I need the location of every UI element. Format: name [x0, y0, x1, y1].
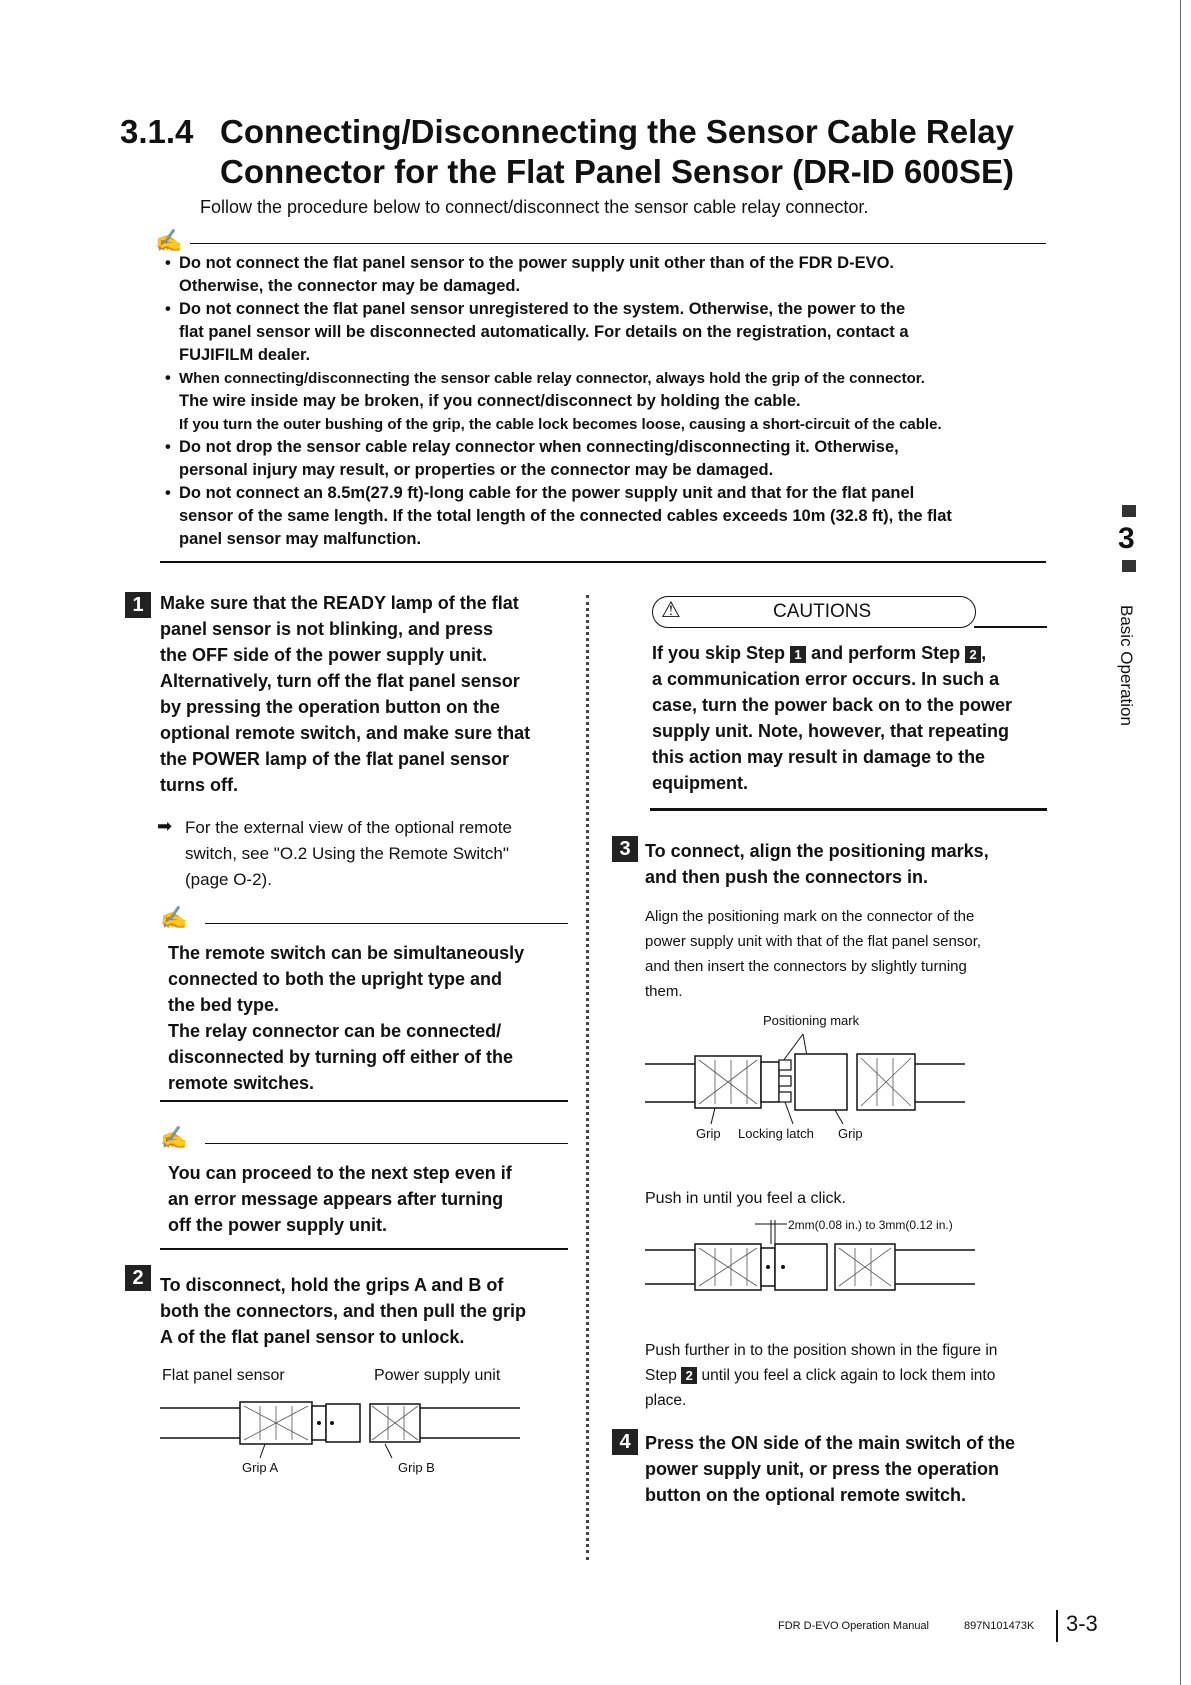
note-item: • Do not connect the flat panel sensor unregistered to the system. Otherwise, the power to the flat panel sensor will be disconnected automatically. For details on the registration, contact a FUJIFILM dealer.	[165, 300, 909, 364]
note-item: • Do not drop the sensor cable relay connector when connecting/disconnecting it. Otherwise, personal injury may result, or properties or the connector may be damaged.	[165, 438, 899, 479]
cautions-text-part: If you skip Step	[652, 643, 786, 663]
align-diagram	[645, 1030, 975, 1130]
note-text: sensor of the same length. If the total length of the connected cables exceeds 10m (32.8 ft), the flat	[179, 507, 952, 525]
step-1-note-1	[168, 940, 568, 1096]
step-1-line: turns off.	[160, 775, 238, 795]
step-3-body-line: power supply unit with that of the flat panel sensor,	[645, 933, 982, 950]
step-3-body-line: them.	[645, 983, 683, 1000]
cautions-line: this action may result in damage to the	[652, 747, 986, 767]
note-text: panel sensor may malfunction.	[179, 530, 422, 548]
chapter-tab-mark	[1122, 505, 1136, 517]
step-2-badge: 2	[125, 1265, 151, 1291]
cautions-text-part: and perform Step	[811, 643, 961, 663]
locking-latch-label: Locking latch	[738, 1126, 814, 1141]
reference-text	[185, 815, 585, 893]
push-further-line: Push further in to the position shown in the figure in	[645, 1342, 998, 1359]
step-4-line: button on the optional remote switch.	[645, 1485, 966, 1505]
grip-right-label: Grip	[838, 1126, 863, 1141]
step-1-text	[160, 590, 580, 798]
intro-text: Follow the procedure below to connect/disconnect the sensor cable relay connector.	[200, 197, 869, 217]
note-icon: ✍	[160, 905, 188, 930]
reference-line: For the external view of the optional remote	[185, 818, 512, 837]
step-1-line: the POWER lamp of the flat panel sensor	[160, 749, 510, 769]
push-further-line: place.	[645, 1392, 687, 1409]
note-item: • When connecting/disconnecting the sensor cable relay connector, always hold the grip of the connector. The wire inside may be broken, if you connect/disconnect by holding the cable. If you turn the outer bushing of the grip, the cable lock becomes loose, causing a short-circuit of the cable.	[165, 369, 942, 433]
power-supply-unit-label: Power supply unit	[374, 1367, 501, 1384]
step-3-body	[645, 904, 1055, 1004]
disconnect-diagram	[160, 1392, 530, 1472]
cautions-line: case, turn the power back on to the power	[652, 695, 1013, 715]
column-divider	[586, 595, 589, 1560]
note-text: flat panel sensor will be disconnected automatically. For details on the registration, contact a	[179, 323, 909, 341]
note-item: • Do not connect an 8.5m(27.9 ft)-long cable for the power supply unit and that for the flat panel sensor of the same length. If the total length of the connected cables exceeds 10m (32.8 ft), the flat panel sensor may malfunction.	[165, 484, 952, 548]
cautions-rule-bottom	[650, 808, 1047, 811]
note-line: an error message appears after turning	[168, 1189, 504, 1209]
step-2-line: A of the flat panel sensor to unlock.	[160, 1327, 465, 1347]
note-text: Do not connect an 8.5m(27.9 ft)-long cable for the power supply unit and that for the flat panel	[179, 484, 915, 502]
note-text: Do not drop the sensor cable relay connector when connecting/disconnecting it. Otherwise,	[179, 438, 899, 456]
push-diagram	[645, 1220, 975, 1300]
note-line: You can proceed to the next step even if	[168, 1163, 512, 1183]
note-text: When connecting/disconnecting the sensor cable relay connector, always hold the grip of the connector.	[179, 370, 925, 387]
note-text: Do not connect the flat panel sensor unregistered to the system. Otherwise, the power to the	[179, 300, 906, 318]
step-4-badge: 4	[612, 1429, 638, 1455]
cautions-line: equipment.	[652, 773, 749, 793]
push-further-text-part: Step	[645, 1367, 677, 1384]
step-4-line: power supply unit, or press the operation	[645, 1459, 1000, 1479]
push-further-text-part: until you feel a click again to lock them into	[701, 1367, 996, 1384]
section-tab-label: Basic Operation	[1117, 605, 1136, 726]
step-1-line: Alternatively, turn off the flat panel sensor	[160, 671, 520, 691]
title-line-2: Connector for the Flat Panel Sensor (DR-ID 600SE)	[220, 153, 1014, 190]
step-3-body-line: Align the positioning mark on the connector of the	[645, 908, 975, 925]
step-3-line: and then push the connectors in.	[645, 867, 929, 887]
note-rule-bottom	[160, 561, 1046, 563]
cautions-line: a communication error occurs. In such a	[652, 669, 1000, 689]
note-rule-top	[205, 1143, 568, 1144]
step-1-line: panel sensor is not blinking, and press	[160, 619, 494, 639]
reference-line: switch, see "O.2 Using the Remote Switch"	[185, 844, 509, 863]
step-2-text	[160, 1272, 580, 1350]
cautions-line: supply unit. Note, however, that repeating	[652, 721, 1010, 741]
footer-doc-code: 897N101473K	[964, 1620, 1035, 1632]
push-further-text	[645, 1338, 1065, 1413]
step-1-note-2	[168, 1160, 568, 1238]
note-icon: ✍	[160, 1125, 188, 1150]
grip-a-label: Grip A	[242, 1460, 279, 1475]
push-further-line	[645, 1363, 1065, 1388]
step-2-line: To disconnect, hold the grips A and B of	[160, 1275, 504, 1295]
note-text: The wire inside may be broken, if you connect/disconnect by holding the cable.	[179, 392, 801, 410]
note-line: the bed type.	[168, 995, 280, 1015]
note-line: disconnected by turning off either of the	[168, 1047, 514, 1067]
reference-arrow-icon: ➡	[157, 816, 173, 836]
section-number: 3.1.4	[120, 113, 194, 150]
note-text: FUJIFILM dealer.	[179, 346, 311, 364]
note-line: remote switches.	[168, 1073, 315, 1093]
step-3-body-line: and then insert the connectors by slightly turning	[645, 958, 967, 975]
warning-triangle-icon: ⚠	[661, 597, 681, 622]
step-3-badge: 3	[612, 836, 638, 862]
note-rule-bottom	[160, 1248, 568, 1250]
cautions-text	[652, 640, 1052, 796]
note-text: Do not connect the flat panel sensor to the power supply unit other than of the FDR D-EVO.	[179, 254, 895, 272]
step-1-line: Make sure that the READY lamp of the flat	[160, 593, 519, 613]
step-3-text	[645, 838, 1055, 890]
step-4-text	[645, 1430, 1065, 1508]
note-text: Otherwise, the connector may be damaged.	[179, 277, 521, 295]
step-1-ref-badge: 1	[790, 646, 806, 663]
push-text: Push in until you feel a click.	[645, 1190, 846, 1207]
page-title	[120, 112, 1014, 192]
note-line: connected to both the upright type and	[168, 969, 502, 989]
note-line: off the power supply unit.	[168, 1215, 387, 1235]
gap-label: 2mm(0.08 in.) to 3mm(0.12 in.)	[788, 1218, 953, 1232]
chapter-tab-mark	[1122, 560, 1136, 572]
step-2-line: both the connectors, and then pull the grip	[160, 1301, 526, 1321]
note-icon: ✍	[155, 228, 183, 253]
cautions-line	[652, 640, 1052, 666]
step-2-ref-badge: 2	[681, 1367, 697, 1384]
page-number: 3-3	[1066, 1611, 1098, 1636]
grip-b-label: Grip B	[398, 1460, 435, 1475]
cautions-text-part: ,	[981, 643, 987, 663]
note-text: personal injury may result, or properties or the connector may be damaged.	[179, 461, 774, 479]
cautions-title: CAUTIONS	[773, 601, 872, 622]
step-1-line: by pressing the operation button on the	[160, 697, 500, 717]
note-rule-top	[205, 923, 568, 924]
footer-divider	[1056, 1610, 1058, 1642]
reference-line: (page O-2).	[185, 870, 272, 889]
flat-panel-sensor-label: Flat panel sensor	[162, 1367, 285, 1384]
note-rule-bottom	[160, 1100, 568, 1102]
title-line-1: Connecting/Disconnecting the Sensor Cable Relay	[220, 113, 1014, 150]
step-1-line: optional remote switch, and make sure that	[160, 723, 531, 743]
cautions-rule	[974, 626, 1047, 628]
cautions-header	[652, 596, 976, 628]
footer-manual-name: FDR D-EVO Operation Manual	[778, 1620, 929, 1632]
positioning-mark-label: Positioning mark	[763, 1013, 860, 1028]
grip-left-label: Grip	[696, 1126, 721, 1141]
note-line: The relay connector can be connected/	[168, 1021, 502, 1041]
step-4-line: Press the ON side of the main switch of the	[645, 1433, 1016, 1453]
note-list	[165, 252, 1045, 551]
page-edge-line	[1180, 0, 1181, 1685]
note-item: • Do not connect the flat panel sensor to the power supply unit other than of the FDR D-EVO. Otherwise, the connector may be damaged.	[165, 254, 895, 295]
step-1-badge: 1	[125, 592, 151, 618]
note-line: The remote switch can be simultaneously	[168, 943, 525, 963]
note-text: If you turn the outer bushing of the grip, the cable lock becomes loose, causing a short-circuit of the cable.	[179, 416, 942, 433]
step-2-ref-badge: 2	[965, 646, 981, 663]
step-3-line: To connect, align the positioning marks,	[645, 841, 989, 861]
note-rule-top	[190, 243, 1046, 244]
step-1-line: the OFF side of the power supply unit.	[160, 645, 488, 665]
chapter-number: 3	[1118, 522, 1135, 555]
